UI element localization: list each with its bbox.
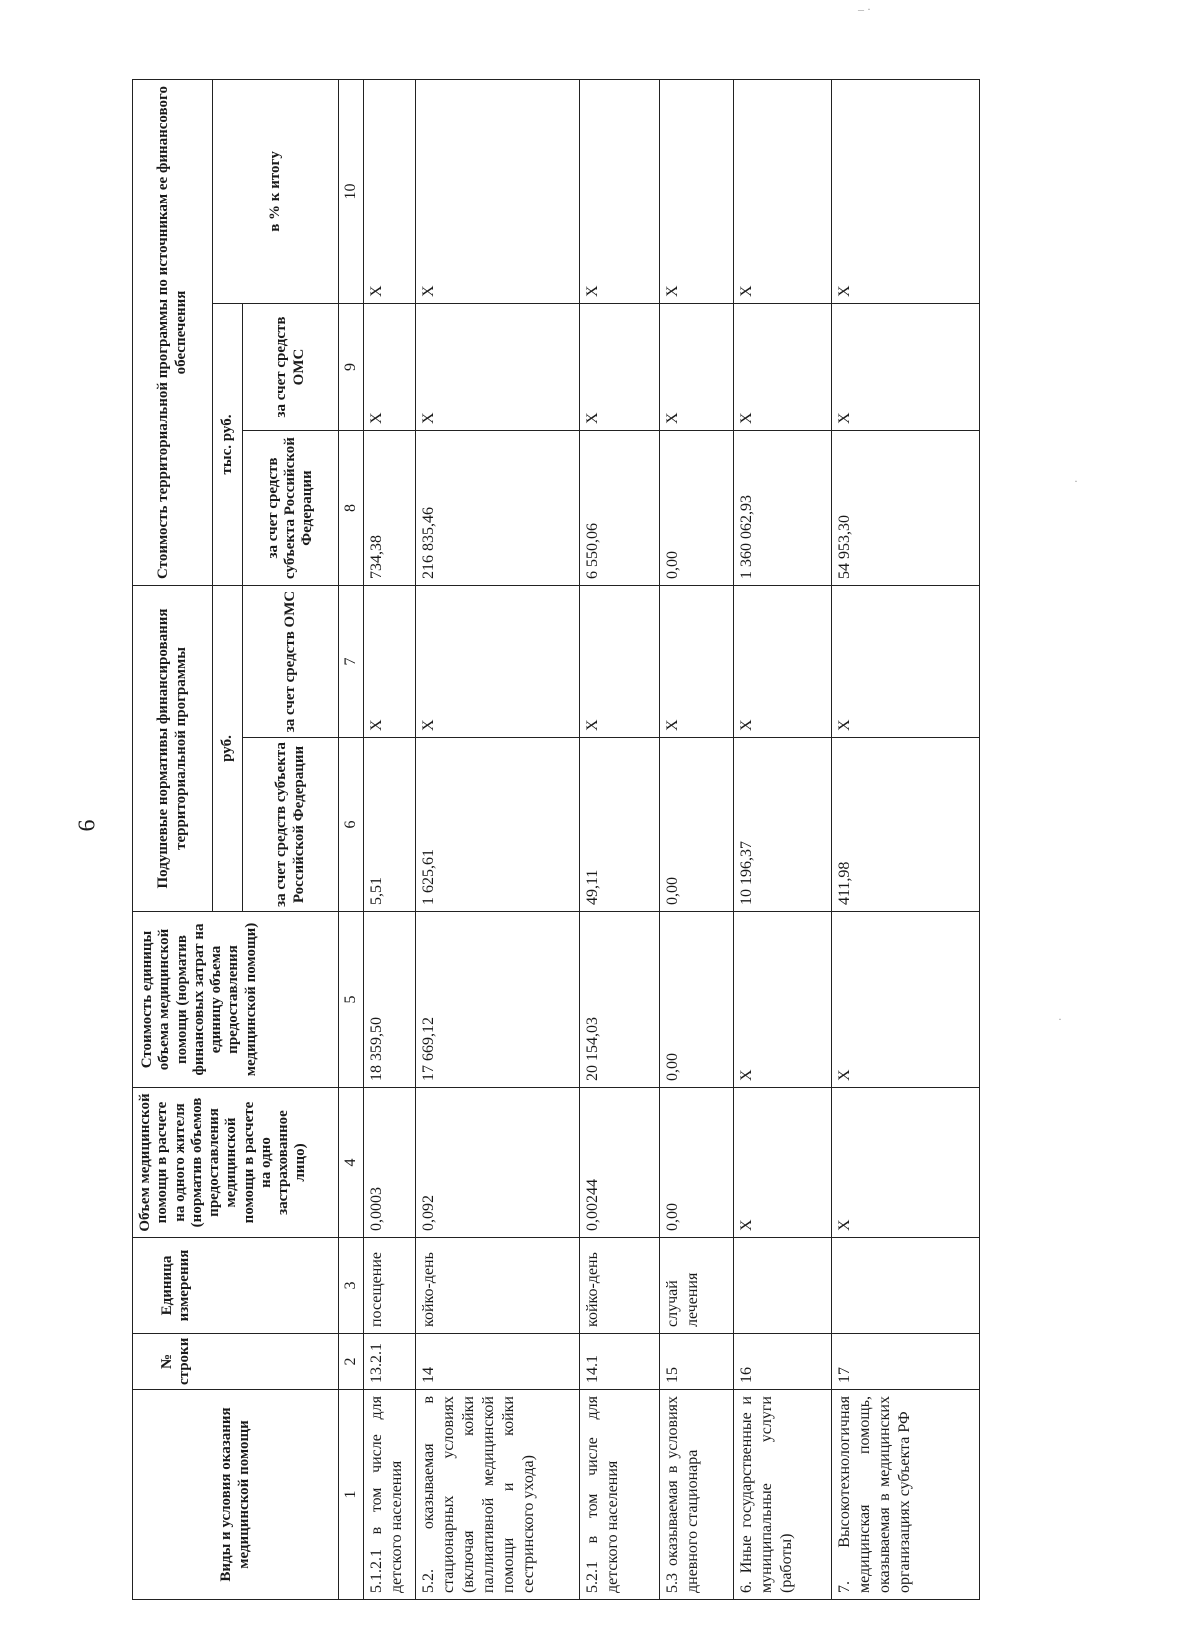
cell-line: 14: [416, 1334, 580, 1390]
cell-pc-oms: X: [734, 586, 832, 738]
header-per-capita-group: Подушевые нормативы финансирования территориальной программы: [133, 586, 213, 912]
cell-cost-oms: X: [364, 304, 416, 431]
cell-line: 15: [660, 1334, 734, 1390]
index-cell: 7: [339, 586, 364, 738]
cell-cost-oms: X: [832, 304, 980, 431]
cell-volume: X: [832, 1088, 980, 1238]
header-pc-oms: за счет средств ОМС: [243, 586, 339, 738]
cell-unit: посещение: [364, 1238, 416, 1334]
cell-type: 5.2. оказываемая в стационарных условиях (включая койки паллиативной медицинской помощи и койки сестринского ухода): [416, 1390, 580, 1600]
index-cell: 3: [339, 1238, 364, 1334]
index-cell: 9: [339, 304, 364, 431]
cell-pc-subject: 5,51: [364, 738, 416, 912]
cell-cost-subject: 734,38: [364, 431, 416, 586]
cell-type: 7. Высокотехнологичная медицинская помощь, оказываемая в медицинских организациях субъекта РФ: [832, 1390, 980, 1600]
cell-pc-subject: 10 196,37: [734, 738, 832, 912]
cell-cost-subject: 54 953,30: [832, 431, 980, 586]
index-cell: 10: [339, 79, 364, 303]
cell-volume: 0,00244: [580, 1088, 660, 1238]
cell-percent: X: [416, 79, 580, 303]
index-cell: 6: [339, 738, 364, 912]
cell-pc-oms: X: [416, 586, 580, 738]
cell-line: 16: [734, 1334, 832, 1390]
cell-pc-oms: X: [660, 586, 734, 738]
table-row: [580, 79, 660, 1599]
cell-cost-oms: X: [660, 304, 734, 431]
header-cost-subject: за счет средств субъекта Российской Федерации: [243, 431, 339, 586]
cell-cost-subject: 216 835,46: [416, 431, 580, 586]
cell-unit: койко-день: [416, 1238, 580, 1334]
cell-pc-subject: 411,98: [832, 738, 980, 912]
scan-mark: – ·: [858, 2, 871, 16]
cell-line: 17: [832, 1334, 980, 1390]
table-row: [364, 79, 416, 1599]
cell-percent: X: [734, 79, 832, 303]
cell-pc-oms: X: [832, 586, 980, 738]
index-cell: 2: [339, 1334, 364, 1390]
header-volume: Объем медицинской помощи в расчете на одного жителя (норматив объемов предоставления медицинской помощи в расчете на одно застрахованное лицо): [133, 1088, 339, 1238]
table-row: [832, 79, 980, 1599]
header-unit: Единица измерения: [133, 1238, 339, 1334]
scan-mark: ·: [1058, 1012, 1062, 1026]
financing-table: [132, 79, 980, 1600]
cell-type: 5.1.2.1 в том числе для детского населения: [364, 1390, 416, 1600]
cell-unit-cost: X: [832, 912, 980, 1088]
index-row: [339, 79, 364, 1599]
cell-unit-cost: 20 154,03: [580, 912, 660, 1088]
cell-unit-cost: 0,00: [660, 912, 734, 1088]
index-cell: 5: [339, 912, 364, 1088]
header-line-number: № строки: [133, 1334, 339, 1390]
header-cost-group: Стоимость территориальной программы по источникам ее финансового обеспечения: [133, 79, 213, 585]
cell-type: 5.2.1 в том числе для детского населения: [580, 1390, 660, 1600]
cell-unit-cost: 17 669,12: [416, 912, 580, 1088]
cell-unit: [832, 1238, 980, 1334]
cell-line: 14.1: [580, 1334, 660, 1390]
cell-pc-subject: 0,00: [660, 738, 734, 912]
cell-volume: 0,0003: [364, 1088, 416, 1238]
cell-pc-oms: X: [580, 586, 660, 738]
cell-unit: [734, 1238, 832, 1334]
cell-cost-subject: 6 550,06: [580, 431, 660, 586]
cell-volume: X: [734, 1088, 832, 1238]
cell-unit: случай лечения: [660, 1238, 734, 1334]
cell-pc-oms: X: [364, 586, 416, 738]
header-pc-subject: за счет средств субъекта Российской Федерации: [243, 738, 339, 912]
scan-mark: ·: [1074, 474, 1078, 488]
header-unit-cost: Стоимость единицы объема медицинской помощи (норматив финансовых затрат на единицу объема предоставления медицинской помощи): [133, 912, 339, 1088]
cell-percent: X: [660, 79, 734, 303]
cell-cost-oms: X: [580, 304, 660, 431]
cell-pc-subject: 1 625,61: [416, 738, 580, 912]
table-row: [734, 79, 832, 1599]
header-unit-thousand-rub: тыс. руб.: [213, 304, 243, 586]
cell-volume: 0,00: [660, 1088, 734, 1238]
cell-line: 13.2.1: [364, 1334, 416, 1390]
cell-pc-subject: 49,11: [580, 738, 660, 912]
cell-cost-oms: X: [734, 304, 832, 431]
cell-percent: X: [364, 79, 416, 303]
index-cell: 1: [339, 1390, 364, 1600]
header-percent: в % к итогу: [213, 79, 339, 303]
cell-unit: койко-день: [580, 1238, 660, 1334]
page-number: 6: [74, 819, 101, 832]
cell-unit-cost: X: [734, 912, 832, 1088]
header-type: Виды и условия оказания медицинской помощи: [133, 1390, 339, 1600]
cell-cost-subject: 1 360 062,93: [734, 431, 832, 586]
header-unit-rub: руб.: [213, 586, 243, 912]
table-row: [416, 79, 580, 1599]
cell-percent: X: [832, 79, 980, 303]
cell-percent: X: [580, 79, 660, 303]
cell-cost-oms: X: [416, 304, 580, 431]
table-row: [660, 79, 734, 1599]
rotated-table-page: [132, 80, 1092, 1600]
cell-type: 6. Иные государственные и муниципальные услуги (работы): [734, 1390, 832, 1600]
cell-unit-cost: 18 359,50: [364, 912, 416, 1088]
cell-volume: 0,092: [416, 1088, 580, 1238]
index-cell: 8: [339, 431, 364, 586]
header-cost-oms: за счет средств ОМС: [243, 304, 339, 431]
cell-type: 5.3 оказываемая в условиях дневного стационара: [660, 1390, 734, 1600]
index-cell: 4: [339, 1088, 364, 1238]
cell-cost-subject: 0,00: [660, 431, 734, 586]
